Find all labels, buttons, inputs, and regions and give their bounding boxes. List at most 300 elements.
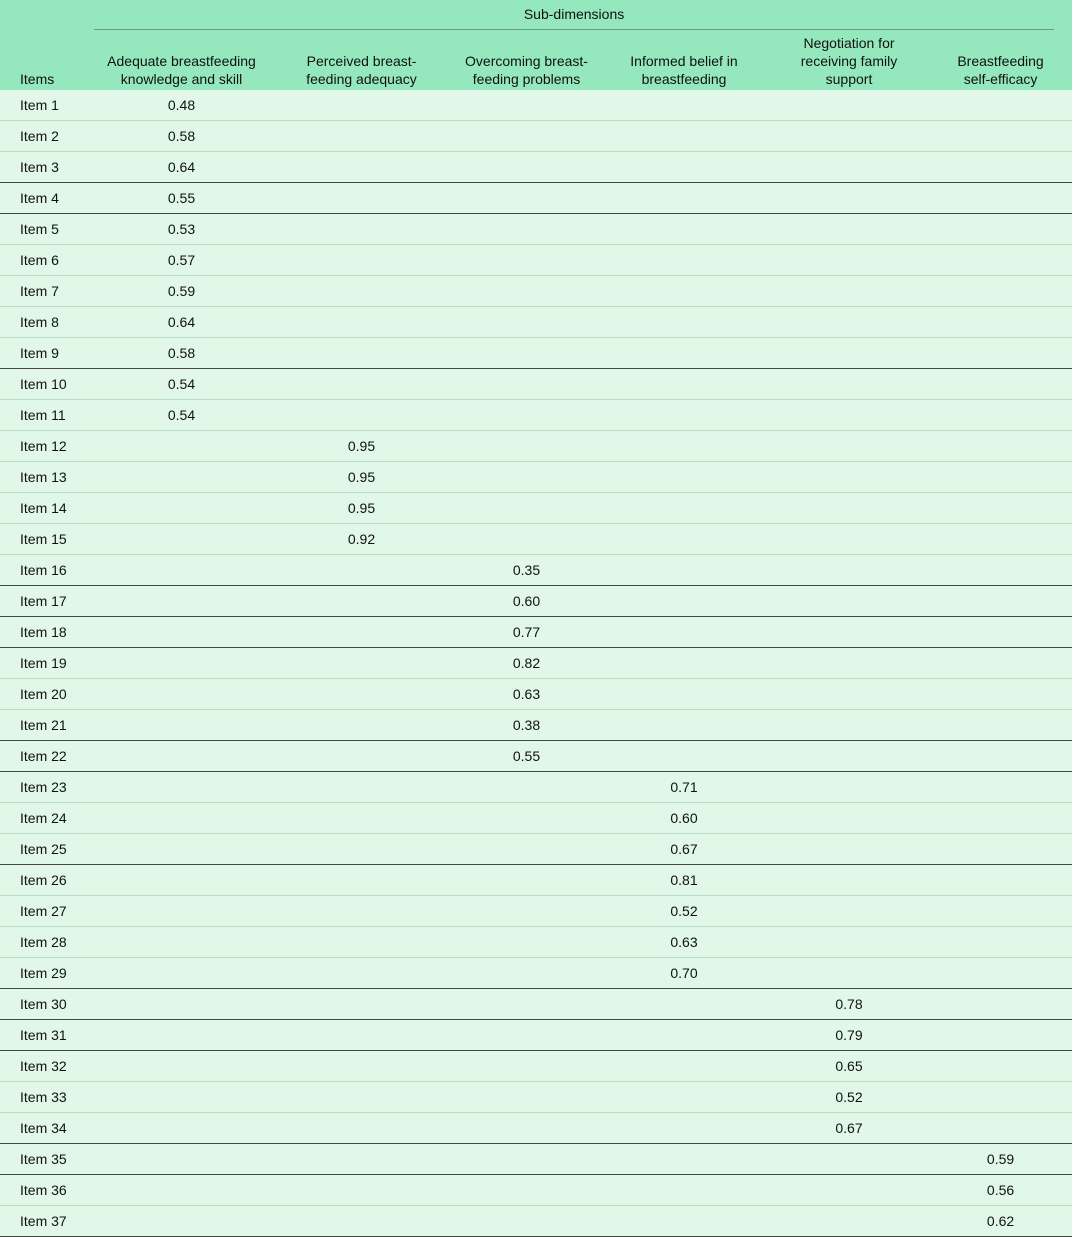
empty-cell bbox=[599, 493, 769, 524]
table-row bbox=[0, 338, 1072, 369]
loading-value: 0.71 bbox=[599, 772, 769, 803]
empty-cell bbox=[454, 276, 599, 307]
item-label: Item 36 bbox=[0, 1175, 94, 1206]
loading-value: 0.65 bbox=[769, 1051, 929, 1082]
table-row bbox=[0, 834, 1072, 865]
item-label: Item 22 bbox=[0, 741, 94, 772]
item-label: Item 2 bbox=[0, 121, 94, 152]
empty-cell bbox=[769, 772, 929, 803]
empty-cell bbox=[269, 617, 454, 648]
item-label: Item 12 bbox=[0, 431, 94, 462]
empty-cell bbox=[269, 307, 454, 338]
column-header-perceived-adequacy bbox=[269, 34, 454, 90]
loading-value: 0.60 bbox=[454, 586, 599, 617]
empty-cell bbox=[269, 741, 454, 772]
empty-cell bbox=[94, 648, 269, 679]
empty-cell bbox=[929, 307, 1072, 338]
empty-cell bbox=[769, 338, 929, 369]
empty-cell bbox=[929, 431, 1072, 462]
table-row bbox=[0, 307, 1072, 338]
empty-cell bbox=[599, 338, 769, 369]
empty-cell bbox=[454, 1113, 599, 1144]
empty-cell bbox=[94, 989, 269, 1020]
empty-cell bbox=[929, 989, 1072, 1020]
column-header-line: Informed belief in bbox=[630, 53, 738, 69]
empty-cell bbox=[94, 896, 269, 927]
empty-cell bbox=[929, 927, 1072, 958]
table-row bbox=[0, 586, 1072, 617]
table-row bbox=[0, 1175, 1072, 1206]
table-row bbox=[0, 214, 1072, 245]
item-label: Item 23 bbox=[0, 772, 94, 803]
empty-cell bbox=[269, 803, 454, 834]
empty-cell bbox=[94, 927, 269, 958]
empty-cell bbox=[599, 152, 769, 183]
empty-cell bbox=[599, 1175, 769, 1206]
table-row bbox=[0, 1020, 1072, 1051]
empty-cell bbox=[269, 152, 454, 183]
loading-value: 0.63 bbox=[454, 679, 599, 710]
empty-cell bbox=[269, 834, 454, 865]
empty-cell bbox=[454, 462, 599, 493]
column-header-line: self-efficacy bbox=[963, 71, 1038, 87]
empty-cell bbox=[454, 865, 599, 896]
empty-cell bbox=[929, 276, 1072, 307]
empty-cell bbox=[94, 1144, 269, 1175]
empty-cell bbox=[769, 121, 929, 152]
empty-cell bbox=[599, 431, 769, 462]
empty-cell bbox=[929, 462, 1072, 493]
empty-cell bbox=[599, 1113, 769, 1144]
table-row bbox=[0, 741, 1072, 772]
empty-cell bbox=[94, 462, 269, 493]
empty-cell bbox=[269, 1020, 454, 1051]
item-label: Item 13 bbox=[0, 462, 94, 493]
empty-cell bbox=[599, 617, 769, 648]
empty-cell bbox=[269, 121, 454, 152]
table-row bbox=[0, 1144, 1072, 1175]
table-row bbox=[0, 493, 1072, 524]
empty-cell bbox=[94, 1082, 269, 1113]
column-header-line: Perceived breast- bbox=[306, 53, 417, 69]
empty-cell bbox=[454, 1206, 599, 1237]
item-label: Item 3 bbox=[0, 152, 94, 183]
empty-cell bbox=[94, 1206, 269, 1237]
empty-cell bbox=[454, 1051, 599, 1082]
item-label: Item 25 bbox=[0, 834, 94, 865]
item-label: Item 19 bbox=[0, 648, 94, 679]
loading-value: 0.52 bbox=[769, 1082, 929, 1113]
empty-cell bbox=[929, 524, 1072, 555]
empty-cell bbox=[929, 834, 1072, 865]
empty-cell bbox=[929, 121, 1072, 152]
column-header-informed-belief bbox=[599, 34, 769, 90]
item-label: Item 35 bbox=[0, 1144, 94, 1175]
column-header-line: receiving family bbox=[800, 53, 898, 69]
empty-cell bbox=[94, 679, 269, 710]
empty-cell bbox=[929, 648, 1072, 679]
item-label: Item 11 bbox=[0, 400, 94, 431]
empty-cell bbox=[454, 214, 599, 245]
empty-cell bbox=[269, 927, 454, 958]
empty-cell bbox=[269, 90, 454, 121]
empty-cell bbox=[94, 741, 269, 772]
empty-cell bbox=[94, 865, 269, 896]
empty-cell bbox=[769, 803, 929, 834]
empty-cell bbox=[769, 369, 929, 400]
empty-cell bbox=[454, 1144, 599, 1175]
empty-cell bbox=[769, 958, 929, 989]
loading-value: 0.59 bbox=[94, 276, 269, 307]
empty-cell bbox=[929, 338, 1072, 369]
empty-cell bbox=[929, 710, 1072, 741]
loading-value: 0.81 bbox=[599, 865, 769, 896]
loading-value: 0.70 bbox=[599, 958, 769, 989]
loading-value: 0.64 bbox=[94, 307, 269, 338]
empty-cell bbox=[929, 1020, 1072, 1051]
empty-cell bbox=[269, 369, 454, 400]
item-label: Item 4 bbox=[0, 183, 94, 214]
table-row bbox=[0, 1113, 1072, 1144]
empty-cell bbox=[269, 183, 454, 214]
empty-cell bbox=[94, 803, 269, 834]
empty-cell bbox=[769, 896, 929, 927]
item-label: Item 21 bbox=[0, 710, 94, 741]
table-row bbox=[0, 1082, 1072, 1113]
empty-cell bbox=[929, 741, 1072, 772]
column-header-family-support bbox=[769, 34, 929, 90]
loading-value: 0.55 bbox=[454, 741, 599, 772]
empty-cell bbox=[929, 958, 1072, 989]
empty-cell bbox=[769, 1144, 929, 1175]
item-label: Item 26 bbox=[0, 865, 94, 896]
table-row bbox=[0, 648, 1072, 679]
empty-cell bbox=[769, 710, 929, 741]
table-row bbox=[0, 927, 1072, 958]
empty-cell bbox=[454, 958, 599, 989]
empty-cell bbox=[599, 183, 769, 214]
items-column-header: Items bbox=[0, 34, 94, 90]
item-label: Item 1 bbox=[0, 90, 94, 121]
empty-cell bbox=[599, 555, 769, 586]
empty-cell bbox=[599, 369, 769, 400]
empty-cell bbox=[929, 586, 1072, 617]
table-row bbox=[0, 183, 1072, 214]
empty-cell bbox=[769, 586, 929, 617]
empty-cell bbox=[269, 1206, 454, 1237]
empty-cell bbox=[94, 772, 269, 803]
empty-cell bbox=[599, 214, 769, 245]
loading-value: 0.67 bbox=[599, 834, 769, 865]
item-label: Item 24 bbox=[0, 803, 94, 834]
empty-cell bbox=[454, 1020, 599, 1051]
empty-cell bbox=[94, 524, 269, 555]
loading-value: 0.57 bbox=[94, 245, 269, 276]
empty-cell bbox=[929, 183, 1072, 214]
empty-cell bbox=[454, 431, 599, 462]
column-header-self-efficacy bbox=[929, 34, 1072, 90]
empty-cell bbox=[94, 1113, 269, 1144]
empty-cell bbox=[599, 1082, 769, 1113]
empty-cell bbox=[769, 865, 929, 896]
empty-cell bbox=[599, 245, 769, 276]
empty-cell bbox=[929, 90, 1072, 121]
empty-cell bbox=[269, 555, 454, 586]
empty-cell bbox=[599, 989, 769, 1020]
column-header-line: breastfeeding bbox=[641, 71, 727, 87]
item-label: Item 30 bbox=[0, 989, 94, 1020]
empty-cell bbox=[454, 1082, 599, 1113]
empty-cell bbox=[454, 369, 599, 400]
table-row bbox=[0, 431, 1072, 462]
table-row bbox=[0, 90, 1072, 121]
column-header-line: Negotiation for bbox=[803, 35, 895, 51]
empty-cell bbox=[269, 586, 454, 617]
loading-value: 0.56 bbox=[929, 1175, 1072, 1206]
empty-cell bbox=[769, 741, 929, 772]
empty-cell bbox=[929, 865, 1072, 896]
empty-cell bbox=[269, 772, 454, 803]
empty-cell bbox=[599, 679, 769, 710]
empty-cell bbox=[599, 400, 769, 431]
empty-cell bbox=[599, 276, 769, 307]
empty-cell bbox=[929, 493, 1072, 524]
empty-cell bbox=[94, 834, 269, 865]
empty-cell bbox=[599, 307, 769, 338]
loading-value: 0.95 bbox=[269, 431, 454, 462]
empty-cell bbox=[769, 648, 929, 679]
empty-cell bbox=[94, 1051, 269, 1082]
empty-cell bbox=[454, 183, 599, 214]
empty-cell bbox=[599, 90, 769, 121]
loading-value: 0.95 bbox=[269, 462, 454, 493]
empty-cell bbox=[929, 1082, 1072, 1113]
loading-value: 0.62 bbox=[929, 1206, 1072, 1237]
item-label: Item 20 bbox=[0, 679, 94, 710]
item-label: Item 9 bbox=[0, 338, 94, 369]
empty-cell bbox=[599, 524, 769, 555]
empty-cell bbox=[269, 214, 454, 245]
empty-cell bbox=[269, 710, 454, 741]
item-label: Item 32 bbox=[0, 1051, 94, 1082]
empty-cell bbox=[454, 307, 599, 338]
empty-cell bbox=[769, 617, 929, 648]
loading-value: 0.54 bbox=[94, 369, 269, 400]
column-header-line: feeding adequacy bbox=[306, 71, 417, 87]
empty-cell bbox=[94, 1175, 269, 1206]
column-header-line: Overcoming breast- bbox=[465, 53, 588, 69]
empty-cell bbox=[599, 1020, 769, 1051]
item-label: Item 8 bbox=[0, 307, 94, 338]
empty-cell bbox=[269, 400, 454, 431]
empty-cell bbox=[769, 1206, 929, 1237]
empty-cell bbox=[454, 896, 599, 927]
loading-value: 0.63 bbox=[599, 927, 769, 958]
empty-cell bbox=[454, 493, 599, 524]
empty-cell bbox=[769, 183, 929, 214]
empty-cell bbox=[454, 989, 599, 1020]
empty-cell bbox=[269, 648, 454, 679]
column-header-line: support bbox=[825, 71, 873, 87]
empty-cell bbox=[454, 834, 599, 865]
loading-value: 0.64 bbox=[94, 152, 269, 183]
empty-cell bbox=[454, 772, 599, 803]
table-row bbox=[0, 121, 1072, 152]
empty-cell bbox=[769, 400, 929, 431]
empty-cell bbox=[269, 679, 454, 710]
empty-cell bbox=[454, 400, 599, 431]
loading-value: 0.60 bbox=[599, 803, 769, 834]
item-label: Item 10 bbox=[0, 369, 94, 400]
table-row bbox=[0, 152, 1072, 183]
empty-cell bbox=[769, 834, 929, 865]
table-row bbox=[0, 679, 1072, 710]
table-row bbox=[0, 555, 1072, 586]
empty-cell bbox=[929, 245, 1072, 276]
table-row bbox=[0, 772, 1072, 803]
loading-value: 0.95 bbox=[269, 493, 454, 524]
item-label: Item 7 bbox=[0, 276, 94, 307]
empty-cell bbox=[269, 276, 454, 307]
loading-value: 0.78 bbox=[769, 989, 929, 1020]
empty-cell bbox=[94, 1020, 269, 1051]
column-header-line: feeding problems bbox=[472, 71, 581, 87]
empty-cell bbox=[769, 679, 929, 710]
empty-cell bbox=[269, 958, 454, 989]
loading-value: 0.79 bbox=[769, 1020, 929, 1051]
empty-cell bbox=[454, 927, 599, 958]
loading-value: 0.58 bbox=[94, 338, 269, 369]
table-row bbox=[0, 1206, 1072, 1237]
item-label: Item 18 bbox=[0, 617, 94, 648]
table-body bbox=[0, 90, 1072, 1237]
empty-cell bbox=[599, 710, 769, 741]
table-row bbox=[0, 865, 1072, 896]
empty-cell bbox=[94, 555, 269, 586]
empty-cell bbox=[929, 1113, 1072, 1144]
empty-cell bbox=[269, 1175, 454, 1206]
empty-cell bbox=[929, 617, 1072, 648]
empty-cell bbox=[769, 307, 929, 338]
empty-cell bbox=[929, 214, 1072, 245]
empty-cell bbox=[769, 1175, 929, 1206]
column-header-overcoming-problems bbox=[454, 34, 599, 90]
item-label: Item 15 bbox=[0, 524, 94, 555]
empty-cell bbox=[599, 586, 769, 617]
empty-cell bbox=[929, 400, 1072, 431]
table-row bbox=[0, 896, 1072, 927]
loading-value: 0.67 bbox=[769, 1113, 929, 1144]
empty-cell bbox=[269, 1051, 454, 1082]
empty-cell bbox=[769, 493, 929, 524]
table-row bbox=[0, 245, 1072, 276]
table-row bbox=[0, 400, 1072, 431]
empty-cell bbox=[769, 90, 929, 121]
loading-value: 0.55 bbox=[94, 183, 269, 214]
empty-cell bbox=[599, 1206, 769, 1237]
empty-cell bbox=[454, 152, 599, 183]
empty-cell bbox=[599, 462, 769, 493]
item-label: Item 5 bbox=[0, 214, 94, 245]
loading-value: 0.59 bbox=[929, 1144, 1072, 1175]
loading-value: 0.48 bbox=[94, 90, 269, 121]
column-header-adequate-knowledge bbox=[94, 34, 269, 90]
empty-cell bbox=[929, 679, 1072, 710]
empty-cell bbox=[454, 121, 599, 152]
table-row bbox=[0, 989, 1072, 1020]
loading-value: 0.92 bbox=[269, 524, 454, 555]
empty-cell bbox=[599, 1051, 769, 1082]
table-row bbox=[0, 617, 1072, 648]
empty-cell bbox=[269, 1144, 454, 1175]
empty-cell bbox=[454, 1175, 599, 1206]
empty-cell bbox=[94, 958, 269, 989]
item-label: Item 27 bbox=[0, 896, 94, 927]
table-row bbox=[0, 276, 1072, 307]
sub-dimensions-label: Sub-dimensions bbox=[523, 5, 625, 22]
item-label: Item 33 bbox=[0, 1082, 94, 1113]
loading-value: 0.53 bbox=[94, 214, 269, 245]
empty-cell bbox=[269, 338, 454, 369]
empty-cell bbox=[94, 617, 269, 648]
item-label: Item 14 bbox=[0, 493, 94, 524]
empty-cell bbox=[269, 989, 454, 1020]
empty-cell bbox=[769, 462, 929, 493]
loading-value: 0.52 bbox=[599, 896, 769, 927]
empty-cell bbox=[929, 896, 1072, 927]
table-row bbox=[0, 958, 1072, 989]
table-row bbox=[0, 524, 1072, 555]
empty-cell bbox=[599, 741, 769, 772]
empty-cell bbox=[454, 338, 599, 369]
column-header-line: Breastfeeding bbox=[957, 53, 1044, 69]
item-label: Item 31 bbox=[0, 1020, 94, 1051]
loading-value: 0.82 bbox=[454, 648, 599, 679]
loading-value: 0.35 bbox=[454, 555, 599, 586]
table-row bbox=[0, 803, 1072, 834]
empty-cell bbox=[769, 152, 929, 183]
empty-cell bbox=[769, 214, 929, 245]
empty-cell bbox=[929, 1051, 1072, 1082]
empty-cell bbox=[269, 1113, 454, 1144]
empty-cell bbox=[269, 865, 454, 896]
empty-cell bbox=[94, 710, 269, 741]
loading-value: 0.54 bbox=[94, 400, 269, 431]
empty-cell bbox=[769, 927, 929, 958]
item-label: Item 6 bbox=[0, 245, 94, 276]
loading-value: 0.58 bbox=[94, 121, 269, 152]
empty-cell bbox=[599, 1144, 769, 1175]
table-row bbox=[0, 710, 1072, 741]
item-label: Item 37 bbox=[0, 1206, 94, 1237]
empty-cell bbox=[269, 896, 454, 927]
empty-cell bbox=[599, 648, 769, 679]
empty-cell bbox=[929, 152, 1072, 183]
empty-cell bbox=[599, 121, 769, 152]
empty-cell bbox=[269, 1082, 454, 1113]
sub-dimensions-header bbox=[94, 0, 1072, 34]
empty-cell bbox=[454, 803, 599, 834]
empty-cell bbox=[929, 772, 1072, 803]
item-label: Item 17 bbox=[0, 586, 94, 617]
empty-cell bbox=[94, 431, 269, 462]
empty-cell bbox=[769, 276, 929, 307]
empty-cell bbox=[929, 369, 1072, 400]
table-row bbox=[0, 462, 1072, 493]
empty-cell bbox=[929, 555, 1072, 586]
empty-cell bbox=[769, 524, 929, 555]
empty-cell bbox=[94, 586, 269, 617]
